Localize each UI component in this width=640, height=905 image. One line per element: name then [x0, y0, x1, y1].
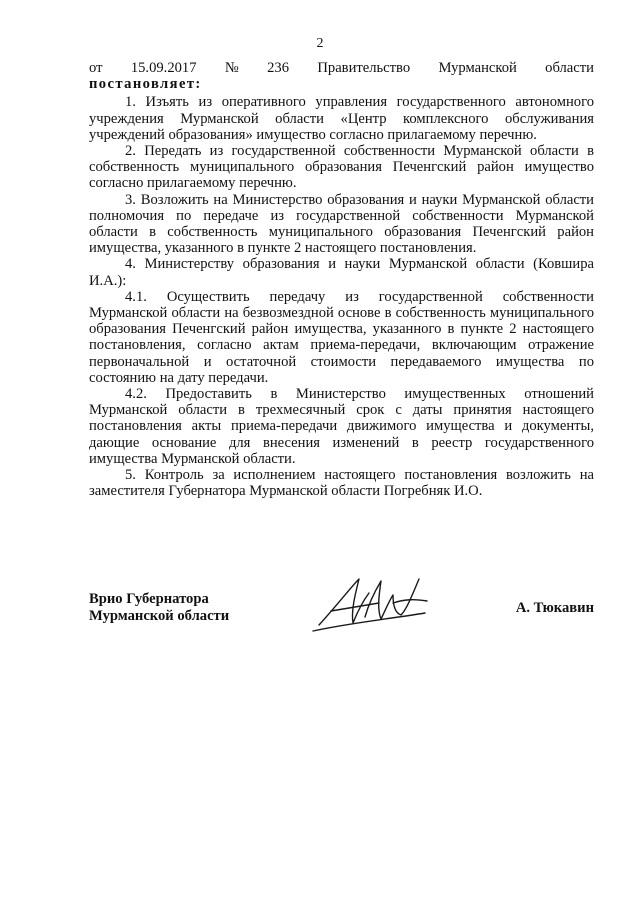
paragraph-1: 1. Изъять из оперативного управления государственного автономного учреждения Мурманской области «Центр комплексного обслуживания учреждений образования» имущество согласно прилагаемому перечню. [89, 94, 594, 143]
signatory-title-line-1: Врио Губернатора [89, 591, 209, 607]
paragraph-3: 3. Возложить на Министерство образования и науки Мурманской области полномочия по передаче из государственной собственности Мурманской области в собственность муниципального образования Печенгский район имущества, указанного в пункте 2 настоящего постановления. [89, 191, 594, 257]
decree-date: 15.09.2017 [130, 60, 197, 76]
issuer-word-3: области [545, 60, 594, 76]
issuer-word-1: Правительство [317, 60, 411, 76]
document-body [89, 60, 594, 499]
decree-number: 236 [267, 60, 290, 76]
decree-header-line [89, 60, 594, 76]
signatory-name: А. Тюкавин [515, 600, 594, 616]
paragraph-4-2: 4.2. Предоставить в Министерство имущественных отношений Мурманской области в трехмесячный срок с даты принятия настоящего постановления акты приема-передачи движимого имущества и документы, дающие основание для внесения изменений в реестр государственного имущества Мурманской области. [89, 386, 594, 467]
decree-word: постановляет: [89, 76, 202, 93]
number-label: № [224, 60, 239, 76]
from-label: от [89, 60, 103, 76]
page-number: 2 [316, 36, 324, 51]
signatory-title [89, 591, 229, 625]
handwritten-signature [309, 573, 429, 637]
signature-block [89, 591, 594, 641]
paragraph-4-1: 4.1. Осуществить передачу из государственной собственности Мурманской области на безвозмездной основе в собственность муниципального образования Печенгский район имущества, указанного в пункте 2 настоящего постановления, согласно актам приема-передачи, включающим отражение первоначальной и остаточной стоимости передаваемого имущества по состоянию на дату передачи. [89, 288, 594, 386]
paragraph-4: 4. Министерству образования и науки Мурманской области (Ковшира И.А.): [89, 256, 594, 289]
signatory-title-line-2: Мурманской области [89, 608, 230, 624]
paragraph-5: 5. Контроль за исполнением настоящего постановления возложить на заместителя Губернатора Мурманской области Погребняк И.О. [89, 467, 594, 500]
issuer-word-2: Мурманской [438, 60, 517, 76]
paragraph-2: 2. Передать из государственной собственности Мурманской области в собственность муниципального образования Печенгский район имущество согласно прилагаемому перечню. [89, 143, 594, 192]
